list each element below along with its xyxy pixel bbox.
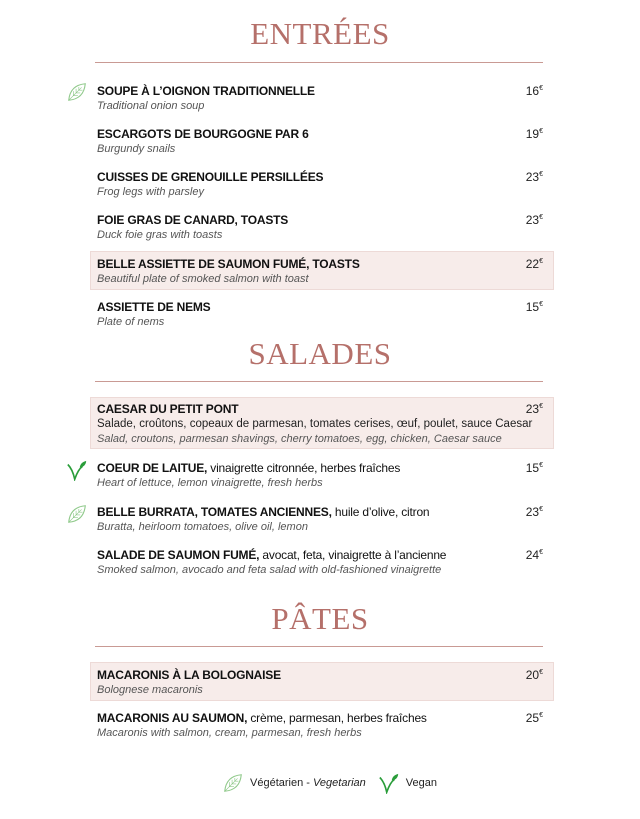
item-english: Buratta, heirloom tomatoes, olive oil, lemon [97,521,308,533]
menu-item [97,548,543,578]
item-price: 20€ [525,668,543,682]
item-name: SOUPE À L’OIGNON TRADITIONNELLE [97,84,315,98]
menu-item [97,300,543,330]
item-name: MACARONIS À LA BOLOGNAISE [97,668,281,682]
menu-item-highlighted [97,402,543,447]
item-price: 19€ [525,127,543,141]
item-name: SALADE DE SAUMON FUMÉ, avocat, feta, vinaigrette à l’ancienne [97,548,447,562]
item-english: Traditional onion soup [97,100,205,112]
item-price: 23€ [525,213,543,227]
item-price: 15€ [525,461,543,475]
item-price: 23€ [525,505,543,519]
menu-item [97,213,543,243]
item-name: COEUR DE LAITUE, vinaigrette citronnée, herbes fraîches [97,461,401,475]
vegetarian-leaf-icon [66,503,88,525]
item-price: 23€ [525,402,543,416]
legend-vegetarian: Végétarien - Vegetarian [250,777,366,789]
item-price: 25€ [525,711,543,725]
item-english: Frog legs with parsley [97,186,204,198]
divider [95,62,543,63]
section-title-entrees: ENTRÉES [250,16,390,51]
vegan-sprout-icon [66,459,88,481]
menu-item [97,711,543,741]
menu-item [97,127,543,157]
item-name: CUISSES DE GRENOUILLE PERSILLÉES [97,170,324,184]
item-english: Beautiful plate of smoked salmon with toast [97,273,309,285]
item-english: Smoked salmon, avocado and feta salad with old-fashioned vinaigrette [97,564,442,576]
item-price: 16€ [525,84,543,98]
section-title-salades: SALADES [248,336,392,371]
item-price: 22€ [525,257,543,271]
menu-item [97,461,543,491]
vegetarian-leaf-icon [66,81,88,103]
vegan-sprout-icon [378,772,400,794]
item-name: ASSIETTE DE NEMS [97,300,211,314]
item-name: BELLE BURRATA, TOMATES ANCIENNES, huile d’olive, citron [97,505,430,519]
divider [95,381,543,382]
item-french: Salade, croûtons, copeaux de parmesan, tomates cerises, œuf, poulet, sauce Caesar [97,418,533,430]
item-price: 15€ [525,300,543,314]
item-name: ESCARGOTS DE BOURGOGNE PAR 6 [97,127,309,141]
item-name: MACARONIS AU SAUMON, crème, parmesan, herbes fraîches [97,711,427,725]
legend [222,772,437,794]
menu-item [97,170,543,200]
item-english: Macaronis with salmon, cream, parmesan, fresh herbs [97,727,362,739]
item-english: Burgundy snails [97,143,176,155]
item-price: 24€ [525,548,543,562]
item-name: CAESAR DU PETIT PONT [97,402,239,416]
menu-item-highlighted [97,668,543,698]
item-english: Heart of lettuce, lemon vinaigrette, fresh herbs [97,477,323,489]
section-title-pates: PÂTES [271,601,369,636]
item-price: 23€ [525,170,543,184]
item-english: Plate of nems [97,316,165,328]
legend-vegan: Vegan [405,777,437,789]
menu-item-highlighted [97,257,543,287]
menu-item [97,84,543,114]
item-name: FOIE GRAS DE CANARD, TOASTS [97,213,289,227]
item-english: Salad, croutons, parmesan shavings, cherry tomatoes, egg, chicken, Caesar sauce [97,433,502,445]
item-english: Bolognese macaronis [97,684,203,696]
divider [95,646,543,647]
vegetarian-leaf-icon [222,772,244,794]
item-english: Duck foie gras with toasts [97,229,223,241]
item-name: BELLE ASSIETTE DE SAUMON FUMÉ, TOASTS [97,257,360,271]
menu-item [97,505,543,535]
